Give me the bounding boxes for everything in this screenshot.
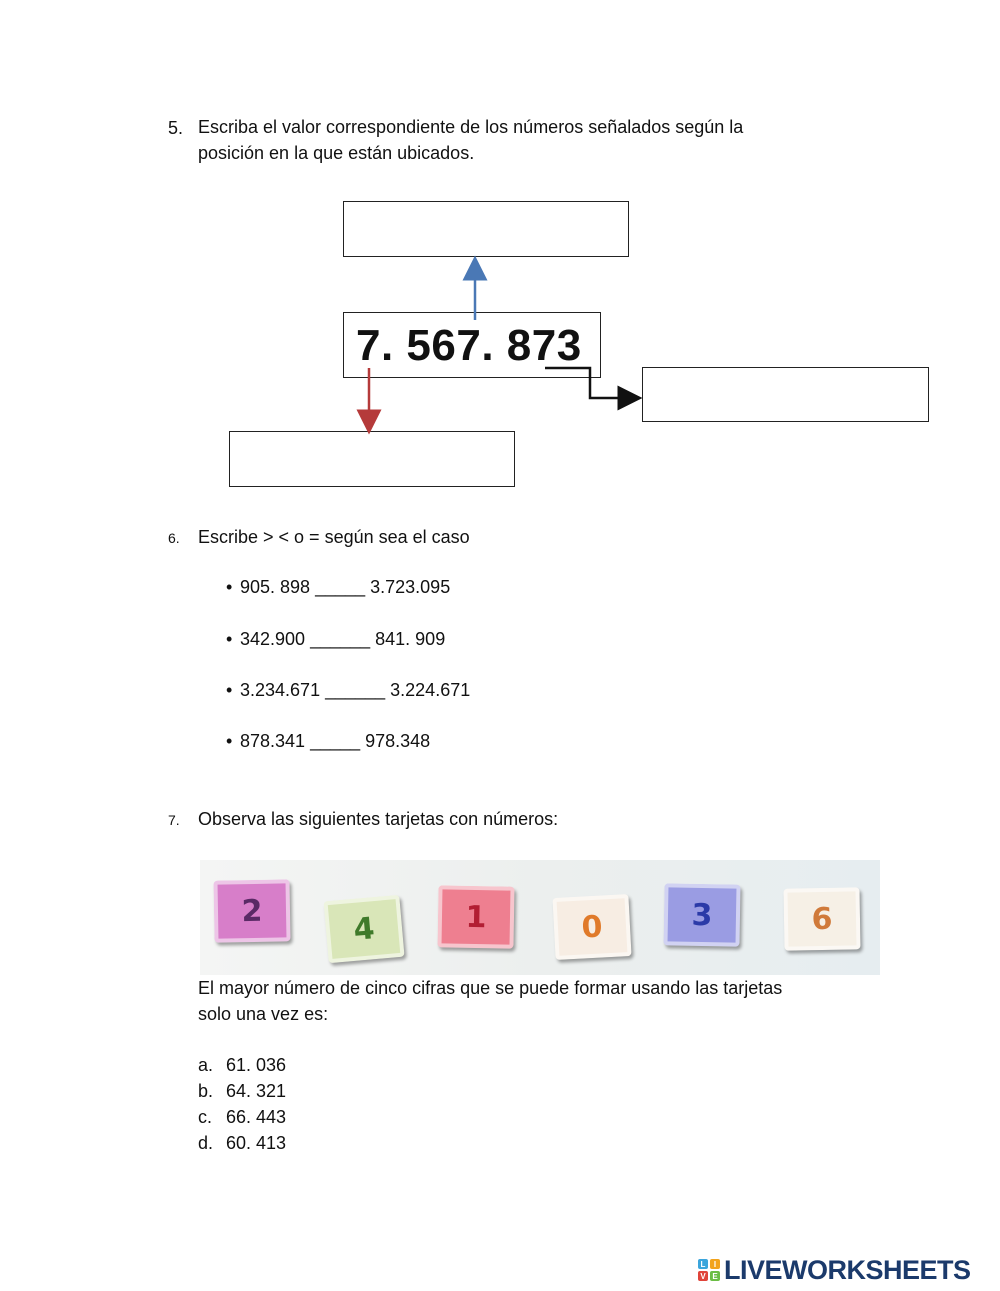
comparison-item[interactable]: [226, 680, 470, 701]
option-c[interactable]: [198, 1107, 286, 1128]
number-card: [783, 887, 860, 950]
bullet-icon: •: [226, 577, 233, 597]
comparison-text: 878.341 _____ 978.348: [240, 731, 431, 751]
question-6-number: 6.: [168, 530, 180, 546]
option-a[interactable]: [198, 1055, 286, 1076]
question-7-prompt-line-2: solo una vez es:: [198, 1004, 329, 1024]
question-7-text: Observa las siguientes tarjetas con números:: [198, 809, 559, 829]
number-card: [663, 883, 740, 946]
number-card: [437, 885, 514, 948]
option-text: 66. 443: [226, 1107, 287, 1127]
option-letter: d.: [198, 1133, 214, 1153]
question-7-prompt: [198, 975, 782, 1027]
comparison-text: 905. 898 _____ 3.723.095: [240, 577, 451, 597]
comparison-item[interactable]: [226, 577, 450, 598]
option-text: 64. 321: [226, 1081, 287, 1101]
question-5-number: 5.: [168, 118, 184, 138]
card-value: 0: [580, 908, 604, 946]
question-6-text: Escribe > < o = según sea el caso: [198, 527, 470, 547]
black-arrow: [545, 368, 630, 398]
card-value: 4: [352, 910, 376, 948]
liveworksheets-logo[interactable]: [698, 1256, 971, 1284]
card-value: 6: [811, 901, 833, 937]
main-number: 7. 567. 873: [343, 312, 601, 378]
comparison-text: 342.900 ______ 841. 909: [240, 629, 446, 649]
option-letter: a.: [198, 1055, 214, 1075]
bullet-icon: •: [226, 731, 233, 751]
option-b[interactable]: [198, 1081, 286, 1102]
number-cards-image: [200, 860, 880, 975]
question-5-line-1: Escriba el valor correspondiente de los números señalados según la: [198, 117, 744, 137]
logo-letter: L: [698, 1259, 708, 1269]
option-letter: c.: [198, 1107, 213, 1127]
bullet-icon: •: [226, 629, 233, 649]
card-value: 3: [691, 897, 713, 933]
bullet-icon: •: [226, 680, 233, 700]
option-text: 61. 036: [226, 1055, 287, 1075]
number-card: [323, 895, 404, 963]
comparison-item[interactable]: [226, 629, 445, 650]
logo-letter: E: [710, 1271, 720, 1281]
comparison-item[interactable]: [226, 731, 430, 752]
logo-text: LIVEWORKSHEETS: [724, 1254, 971, 1285]
logo-letter: V: [698, 1271, 708, 1281]
number-card: [552, 894, 631, 960]
option-d[interactable]: [198, 1133, 286, 1154]
arrows-overlay: [0, 0, 1000, 500]
option-letter: b.: [198, 1081, 214, 1101]
question-7-number: 7.: [168, 812, 180, 828]
card-value: 2: [241, 893, 263, 929]
card-value: 1: [465, 899, 487, 935]
comparison-text: 3.234.671 ______ 3.224.671: [240, 680, 471, 700]
logo-grid-icon: [698, 1259, 720, 1281]
logo-letter: I: [710, 1259, 720, 1269]
question-7-prompt-line-1: El mayor número de cinco cifras que se puede formar usando las tarjetas: [198, 978, 783, 998]
option-text: 60. 413: [226, 1133, 287, 1153]
number-card: [213, 879, 290, 942]
question-5-line-2: posición en la que están ubicados.: [198, 143, 475, 163]
